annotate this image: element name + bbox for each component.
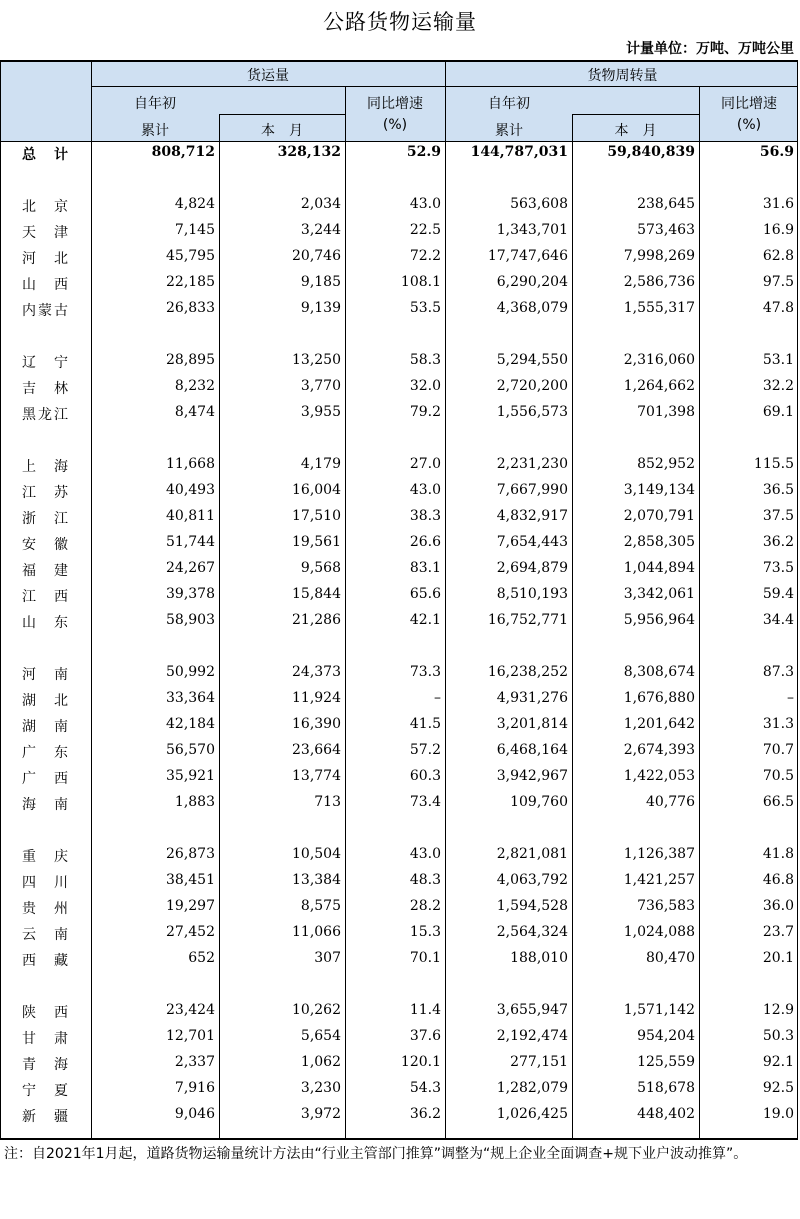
table-cell: 3,942,967 — [496, 768, 568, 784]
table-cell: 41.8 — [762, 846, 794, 862]
table-cell: 2,034 — [300, 196, 341, 212]
table-cell: 38.3 — [409, 508, 441, 524]
table-row — [1, 924, 797, 950]
table-row — [1, 196, 797, 222]
table-cell: 15,844 — [292, 586, 341, 602]
region-name: 北 京 — [22, 199, 70, 215]
table-cell: 1,264,662 — [623, 378, 695, 394]
table-cell: 518,678 — [637, 1080, 695, 1096]
table-cell: 13,250 — [292, 352, 341, 368]
table-header — [1, 62, 797, 142]
table-cell: 11,066 — [292, 924, 341, 940]
unit-label: 计量单位：万吨、万吨公里 — [626, 41, 794, 57]
table-cell: 713 — [314, 794, 341, 810]
table-cell: 41.5 — [409, 716, 441, 732]
table-row — [1, 950, 797, 976]
table-cell: 2,337 — [174, 1054, 215, 1070]
footnote: 注：自2021年1月起，道路货物运输量统计方法由“行业主管部门推算”调整为“规上企业全面调查+规下业户波动推算”。 — [4, 1146, 748, 1162]
region-name: 甘 肃 — [22, 1031, 70, 1047]
table-cell: 72.2 — [409, 248, 441, 264]
table-cell: 4,368,079 — [496, 300, 568, 316]
table-row — [1, 378, 797, 404]
table-cell: 35,921 — [166, 768, 215, 784]
table-cell: 108.1 — [400, 274, 441, 290]
table-cell: 7,916 — [174, 1080, 215, 1096]
table-cell: 448,402 — [637, 1106, 695, 1122]
region-name: 青 海 — [22, 1057, 70, 1073]
table-row — [1, 508, 797, 534]
region-name: 四 川 — [22, 875, 70, 891]
table-cell: 17,747,646 — [487, 248, 568, 264]
table-cell: 188,010 — [510, 950, 568, 966]
table-cell: 2,694,879 — [496, 560, 568, 576]
table-cell: 57.2 — [409, 742, 441, 758]
table-cell: 328,132 — [277, 144, 341, 160]
region-name: 宁 夏 — [22, 1083, 70, 1099]
header-yoy-top-2: 同比增速 — [721, 96, 777, 112]
table-cell: 32.0 — [409, 378, 441, 394]
table-row — [1, 846, 797, 872]
table-cell: 1,343,701 — [496, 222, 568, 238]
table-cell: 53.5 — [409, 300, 441, 316]
table-cell: 23,664 — [292, 742, 341, 758]
region-name: 江 苏 — [22, 485, 70, 501]
table-cell: 6,468,164 — [496, 742, 568, 758]
table-cell: 70.7 — [762, 742, 794, 758]
table-cell: 5,956,964 — [623, 612, 695, 628]
table-cell: 2,316,060 — [623, 352, 695, 368]
table-cell: 11,924 — [292, 690, 341, 706]
table-cell: 37.6 — [409, 1028, 441, 1044]
region-name: 总 计 — [22, 147, 70, 163]
table-cell: 31.6 — [762, 196, 794, 212]
table-cell: 42,184 — [166, 716, 215, 732]
table-row — [1, 456, 797, 482]
table-cell: 38,451 — [166, 872, 215, 888]
table-cell: 3,149,134 — [623, 482, 695, 498]
table-cell: 9,568 — [300, 560, 341, 576]
header-yoy-top-1: 同比增速 — [367, 96, 423, 112]
header-turnover: 货物周转量 — [587, 68, 658, 84]
region-name: 新 疆 — [22, 1109, 70, 1125]
region-name: 陕 西 — [22, 1005, 70, 1021]
table-cell: 12,701 — [166, 1028, 215, 1044]
region-name: 广 西 — [22, 771, 70, 787]
table-cell: – — [787, 690, 794, 706]
table-cell: 1,883 — [174, 794, 215, 810]
table-cell: 16,004 — [292, 482, 341, 498]
table-cell: 1,555,317 — [623, 300, 695, 316]
table-row — [1, 560, 797, 586]
table-cell: 954,204 — [637, 1028, 695, 1044]
table-cell: 7,667,990 — [496, 482, 568, 498]
table-cell: 59,840,839 — [607, 144, 695, 160]
table-cell: 73.3 — [409, 664, 441, 680]
table-cell: 16,238,252 — [487, 664, 568, 680]
table-cell: 70.1 — [409, 950, 441, 966]
table-cell: 28.2 — [409, 898, 441, 914]
table-cell: 36.2 — [409, 1106, 441, 1122]
table-cell: 83.1 — [409, 560, 441, 576]
table-row — [1, 664, 797, 690]
table-cell: 34.4 — [762, 612, 794, 628]
table-row — [1, 690, 797, 716]
table-cell: 10,504 — [292, 846, 341, 862]
table-cell: 2,231,230 — [496, 456, 568, 472]
table-cell: 52.9 — [406, 144, 441, 160]
table-cell: 17,510 — [292, 508, 341, 524]
table-cell: 20,746 — [292, 248, 341, 264]
table-cell: 32.2 — [762, 378, 794, 394]
region-name: 福 建 — [22, 563, 70, 579]
region-name: 山 西 — [22, 277, 70, 293]
table-cell: 31.3 — [762, 716, 794, 732]
table-cell: 47.8 — [762, 300, 794, 316]
region-name: 江 西 — [22, 589, 70, 605]
region-name: 安 徽 — [22, 537, 70, 553]
table-cell: 39,378 — [166, 586, 215, 602]
header-yoy-bottom-2: (%) — [736, 117, 762, 133]
table-cell: 4,832,917 — [496, 508, 568, 524]
table-cell: 16,752,771 — [487, 612, 568, 628]
table-cell: 58,903 — [166, 612, 215, 628]
table-cell: 79.2 — [409, 404, 441, 420]
region-name: 湖 北 — [22, 693, 70, 709]
table-cell: 4,063,792 — [496, 872, 568, 888]
table-cell: 97.5 — [762, 274, 794, 290]
table-cell: 3,972 — [300, 1106, 341, 1122]
table-cell: 3,655,947 — [496, 1002, 568, 1018]
table-cell: 8,575 — [300, 898, 341, 914]
table-cell: 10,262 — [292, 1002, 341, 1018]
table-cell: 2,192,474 — [496, 1028, 568, 1044]
table-cell: 1,594,528 — [496, 898, 568, 914]
header-month-2: 本 月 — [614, 123, 657, 139]
table-cell: 3,201,814 — [496, 716, 568, 732]
table-cell: 120.1 — [400, 1054, 441, 1070]
table-cell: 9,139 — [300, 300, 341, 316]
region-name: 河 北 — [22, 251, 70, 267]
table-cell: 43.0 — [409, 196, 441, 212]
table-cell: 33,364 — [166, 690, 215, 706]
table-cell: 736,583 — [637, 898, 695, 914]
table-cell: 144,787,031 — [470, 144, 568, 160]
table-cell: 43.0 — [409, 482, 441, 498]
table-cell: 51,744 — [166, 534, 215, 550]
table-cell: 40,776 — [646, 794, 695, 810]
table-cell: 56,570 — [166, 742, 215, 758]
table-cell: 50,992 — [166, 664, 215, 680]
table-cell: 23.7 — [762, 924, 794, 940]
table-cell: 16,390 — [292, 716, 341, 732]
table-cell: 701,398 — [637, 404, 695, 420]
freight-table — [0, 60, 798, 1140]
table-cell: 573,463 — [637, 222, 695, 238]
table-row — [1, 742, 797, 768]
table-cell: 59.4 — [762, 586, 794, 602]
table-row — [1, 248, 797, 274]
table-cell: 36.2 — [762, 534, 794, 550]
table-row — [1, 586, 797, 612]
table-cell: 22.5 — [409, 222, 441, 238]
region-name: 海 南 — [22, 797, 70, 813]
table-cell: 3,230 — [300, 1080, 341, 1096]
table-cell: 13,384 — [292, 872, 341, 888]
table-cell: 1,201,642 — [623, 716, 695, 732]
table-cell: 8,510,193 — [496, 586, 568, 602]
table-cell: 58.3 — [409, 352, 441, 368]
table-cell: 5,654 — [300, 1028, 341, 1044]
region-name: 浙 江 — [22, 511, 70, 527]
table-cell: 4,824 — [174, 196, 215, 212]
table-cell: 21,286 — [292, 612, 341, 628]
table-cell: 9,046 — [174, 1106, 215, 1122]
table-cell: 8,308,674 — [623, 664, 695, 680]
table-cell: 54.3 — [409, 1080, 441, 1096]
table-row — [1, 300, 797, 326]
region-name: 西 藏 — [22, 953, 70, 969]
table-cell: 11.4 — [409, 1002, 441, 1018]
table-cell: 1,556,573 — [496, 404, 568, 420]
table-row — [1, 222, 797, 248]
table-cell: 62.8 — [762, 248, 794, 264]
table-cell: 73.5 — [762, 560, 794, 576]
table-cell: 1,571,142 — [623, 1002, 695, 1018]
header-ytd-bottom-2: 累计 — [495, 123, 523, 139]
table-cell: 53.1 — [762, 352, 794, 368]
table-cell: 1,044,894 — [623, 560, 695, 576]
table-cell: 27.0 — [409, 456, 441, 472]
region-name: 重 庆 — [22, 849, 70, 865]
table-cell: 24,267 — [166, 560, 215, 576]
table-row — [1, 352, 797, 378]
table-cell: 2,674,393 — [623, 742, 695, 758]
table-cell: 13,774 — [292, 768, 341, 784]
table-cell: 2,720,200 — [496, 378, 568, 394]
table-cell: 3,244 — [300, 222, 341, 238]
table-row — [1, 1080, 797, 1106]
table-cell: 50.3 — [762, 1028, 794, 1044]
table-cell: 238,645 — [637, 196, 695, 212]
table-cell: 6,290,204 — [496, 274, 568, 290]
table-row — [1, 274, 797, 300]
table-cell: 109,760 — [510, 794, 568, 810]
table-cell: 1,024,088 — [623, 924, 695, 940]
table-cell: 42.1 — [409, 612, 441, 628]
table-cell: 40,493 — [166, 482, 215, 498]
table-row — [1, 898, 797, 924]
table-cell: 7,654,443 — [496, 534, 568, 550]
table-row — [1, 144, 797, 170]
header-ytd-top-2: 自年初 — [488, 96, 530, 112]
table-cell: 9,185 — [300, 274, 341, 290]
table-cell: 80,470 — [646, 950, 695, 966]
table-cell: – — [434, 690, 441, 706]
table-cell: 48.3 — [409, 872, 441, 888]
region-name: 黑龙江 — [22, 407, 70, 423]
table-cell: 19,561 — [292, 534, 341, 550]
region-name: 广 东 — [22, 745, 70, 761]
table-cell: 1,676,880 — [623, 690, 695, 706]
table-cell: 4,179 — [300, 456, 341, 472]
table-cell: 56.9 — [759, 144, 794, 160]
region-name: 内蒙古 — [22, 303, 70, 319]
page-title: 公路货物运输量 — [323, 10, 477, 34]
table-cell: 7,145 — [174, 222, 215, 238]
table-cell: 307 — [314, 950, 341, 966]
table-cell: 808,712 — [151, 144, 215, 160]
table-cell: 66.5 — [762, 794, 794, 810]
table-row — [1, 716, 797, 742]
table-row — [1, 872, 797, 898]
table-cell: 92.5 — [762, 1080, 794, 1096]
table-cell: 2,821,081 — [496, 846, 568, 862]
table-cell: 70.5 — [762, 768, 794, 784]
table-row — [1, 1106, 797, 1132]
table-cell: 125,559 — [637, 1054, 695, 1070]
table-cell: 60.3 — [409, 768, 441, 784]
table-row — [1, 482, 797, 508]
table-cell: 652 — [188, 950, 215, 966]
header-divider — [219, 114, 345, 115]
table-row — [1, 1054, 797, 1080]
table-cell: 27,452 — [166, 924, 215, 940]
table-cell: 11,668 — [166, 456, 215, 472]
table-cell: 2,586,736 — [623, 274, 695, 290]
table-cell: 1,026,425 — [496, 1106, 568, 1122]
table-cell: 20.1 — [762, 950, 794, 966]
table-cell: 26.6 — [409, 534, 441, 550]
table-cell: 115.5 — [753, 456, 794, 472]
table-cell: 87.3 — [762, 664, 794, 680]
header-month-1: 本 月 — [261, 123, 303, 139]
table-cell: 23,424 — [166, 1002, 215, 1018]
table-cell: 65.6 — [409, 586, 441, 602]
table-row — [1, 1028, 797, 1054]
table-cell: 26,873 — [166, 846, 215, 862]
table-cell: 69.1 — [762, 404, 794, 420]
table-cell: 24,373 — [292, 664, 341, 680]
table-cell: 46.8 — [762, 872, 794, 888]
table-cell: 22,185 — [166, 274, 215, 290]
table-cell: 28,895 — [166, 352, 215, 368]
region-name: 上 海 — [22, 459, 70, 475]
table-cell: 36.0 — [762, 898, 794, 914]
region-name: 贵 州 — [22, 901, 70, 917]
header-divider — [91, 86, 797, 87]
table-cell: 3,770 — [300, 378, 341, 394]
table-cell: 4,931,276 — [496, 690, 568, 706]
table-cell: 26,833 — [166, 300, 215, 316]
table-cell: 1,421,257 — [623, 872, 695, 888]
table-cell: 12.9 — [762, 1002, 794, 1018]
table-row — [1, 404, 797, 430]
table-cell: 5,294,550 — [496, 352, 568, 368]
table-cell: 3,342,061 — [623, 586, 695, 602]
region-name: 河 南 — [22, 667, 70, 683]
table-row — [1, 1002, 797, 1028]
table-cell: 2,564,324 — [496, 924, 568, 940]
table-row — [1, 768, 797, 794]
table-cell: 852,952 — [637, 456, 695, 472]
table-cell: 563,608 — [510, 196, 568, 212]
table-cell: 19,297 — [166, 898, 215, 914]
table-cell: 277,151 — [510, 1054, 568, 1070]
table-cell: 92.1 — [762, 1054, 794, 1070]
table-cell: 15.3 — [409, 924, 441, 940]
header-divider — [572, 114, 699, 115]
table-cell: 1,062 — [300, 1054, 341, 1070]
header-ytd-top-1: 自年初 — [134, 96, 176, 112]
region-name: 山 东 — [22, 615, 70, 631]
table-cell: 8,232 — [174, 378, 215, 394]
header-ytd-bottom-1: 累计 — [141, 123, 169, 139]
table-cell: 73.4 — [409, 794, 441, 810]
header-bottom-line — [1, 141, 797, 142]
table-cell: 2,070,791 — [623, 508, 695, 524]
table-cell: 36.5 — [762, 482, 794, 498]
region-name: 吉 林 — [22, 381, 70, 397]
table-cell: 2,858,305 — [623, 534, 695, 550]
header-yoy-bottom-1: (%) — [382, 117, 408, 133]
region-name: 天 津 — [22, 225, 70, 241]
table-row — [1, 794, 797, 820]
region-name: 云 南 — [22, 927, 70, 943]
table-cell: 8,474 — [174, 404, 215, 420]
header-freight-volume: 货运量 — [247, 68, 289, 84]
table-cell: 7,998,269 — [623, 248, 695, 264]
table-cell: 16.9 — [762, 222, 794, 238]
table-cell: 1,126,387 — [623, 846, 695, 862]
table-row — [1, 534, 797, 560]
region-name: 辽 宁 — [22, 355, 70, 371]
table-row — [1, 612, 797, 638]
table-cell: 1,422,053 — [623, 768, 695, 784]
region-name: 湖 南 — [22, 719, 70, 735]
table-cell: 3,955 — [300, 404, 341, 420]
table-cell: 37.5 — [762, 508, 794, 524]
table-cell: 45,795 — [166, 248, 215, 264]
table-cell: 43.0 — [409, 846, 441, 862]
table-cell: 40,811 — [166, 508, 215, 524]
table-cell: 19.0 — [762, 1106, 794, 1122]
table-cell: 1,282,079 — [496, 1080, 568, 1096]
